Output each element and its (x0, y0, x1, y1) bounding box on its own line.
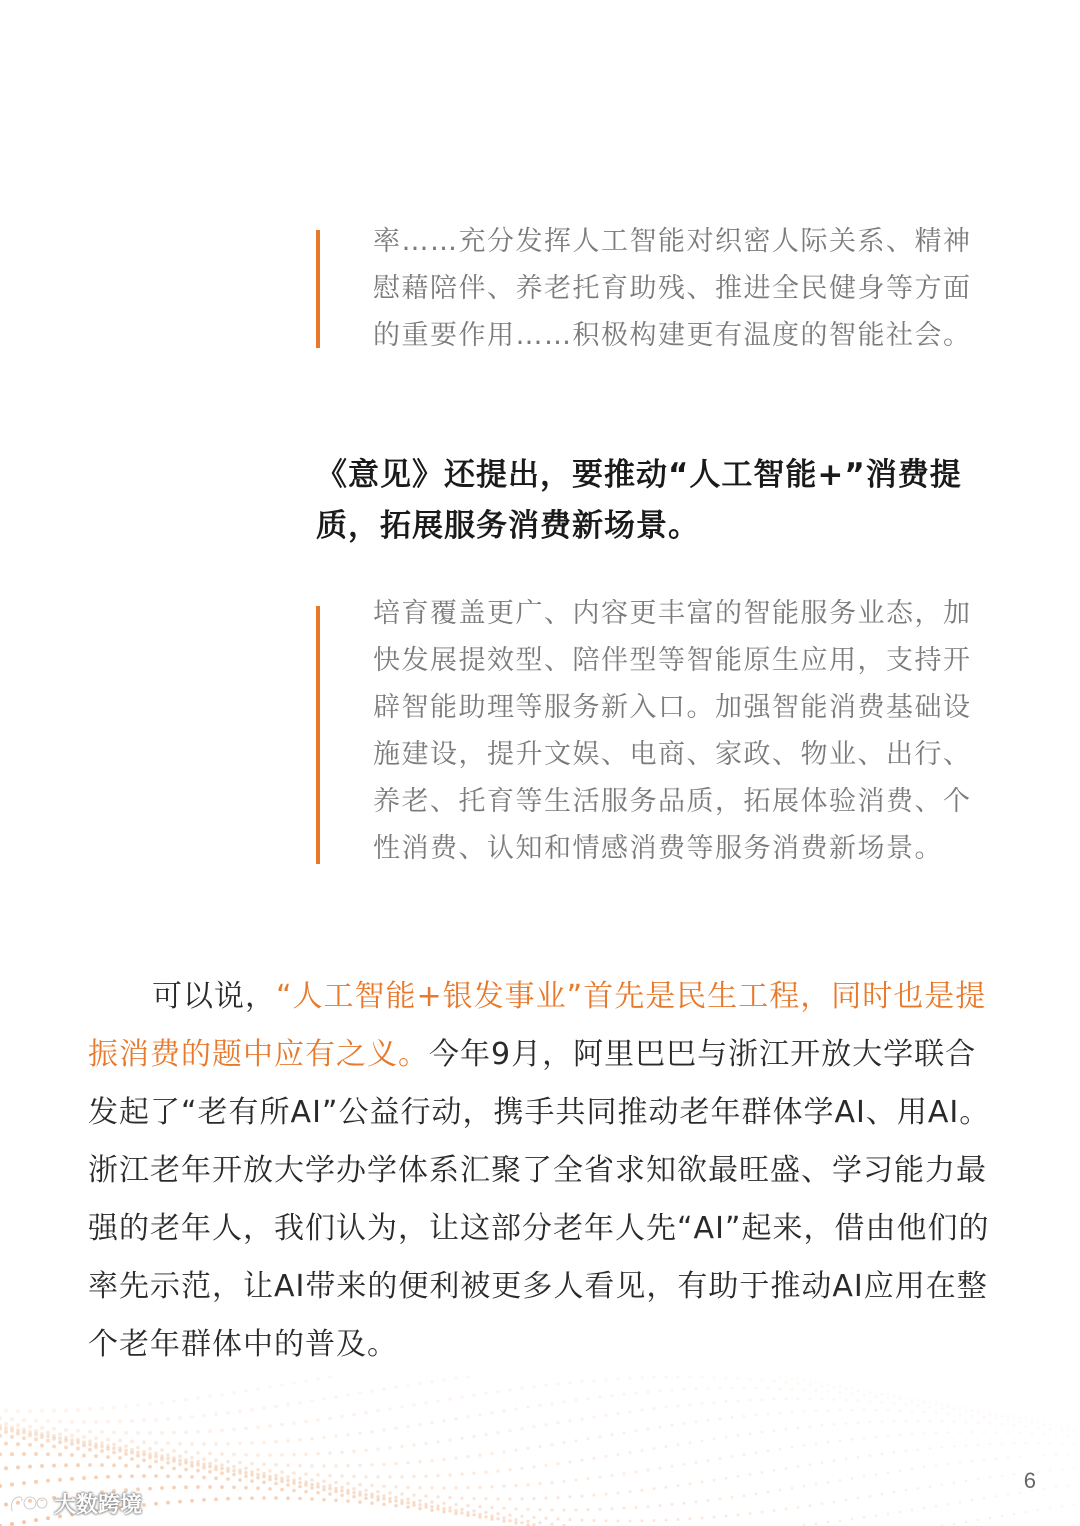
decorative-dot-wave (0, 1376, 1080, 1526)
blockquote-intelligent-society (316, 218, 1006, 358)
camera-logo-icon (8, 1491, 48, 1517)
body-highlight: “人工智能+银发事业”首先是民生工程，同时也是提振消费的题中应有之义。 (88, 979, 987, 1072)
quote-accent-bar (316, 606, 320, 864)
page-number: 6 (1023, 1468, 1036, 1493)
body-lead: 可以说， (152, 979, 276, 1014)
quote-text: 培育覆盖更广、内容更丰富的智能服务业态，加快发展提效型、陪伴型等智能原生应用，支持开辟智能助理等服务新入口。加强智能消费基础设施建设，提升文娱、电商、家政、物业、出行、养老、托育等生活服务品质，拓展体验消费、个性消费、认知和情感消费等服务消费新场景。 (373, 598, 972, 864)
section-heading: 《意见》还提出，要推动“人工智能+”消费提质，拓展服务消费新场景。 (316, 457, 962, 544)
blockquote-service-consumption (316, 590, 1006, 880)
quote-accent-bar (316, 230, 320, 348)
watermark (8, 1488, 142, 1519)
body-paragraph (88, 968, 996, 1374)
quote-text: 率……充分发挥人工智能对织密人际关系、精神慰藉陪伴、养老托育助残、推进全民健身等方面的重要作用……积极构建更有温度的智能社会。 (373, 226, 972, 351)
watermark-text: 大数跨境 (54, 1493, 143, 1518)
body-rest: 今年9月，阿里巴巴与浙江开放大学联合发起了“老有所AI”公益行动，携手共同推动老年群体学AI、用AI。浙江老年开放大学办学体系汇聚了全省求知欲最旺盛、学习能力最强的老年人，我们认为，让这部分老年人先“AI”起来，借由他们的率先示范，让AI带来的便利被更多人看见，有助于推动AI应用在整个老年群体中的普及。 (88, 1037, 991, 1362)
